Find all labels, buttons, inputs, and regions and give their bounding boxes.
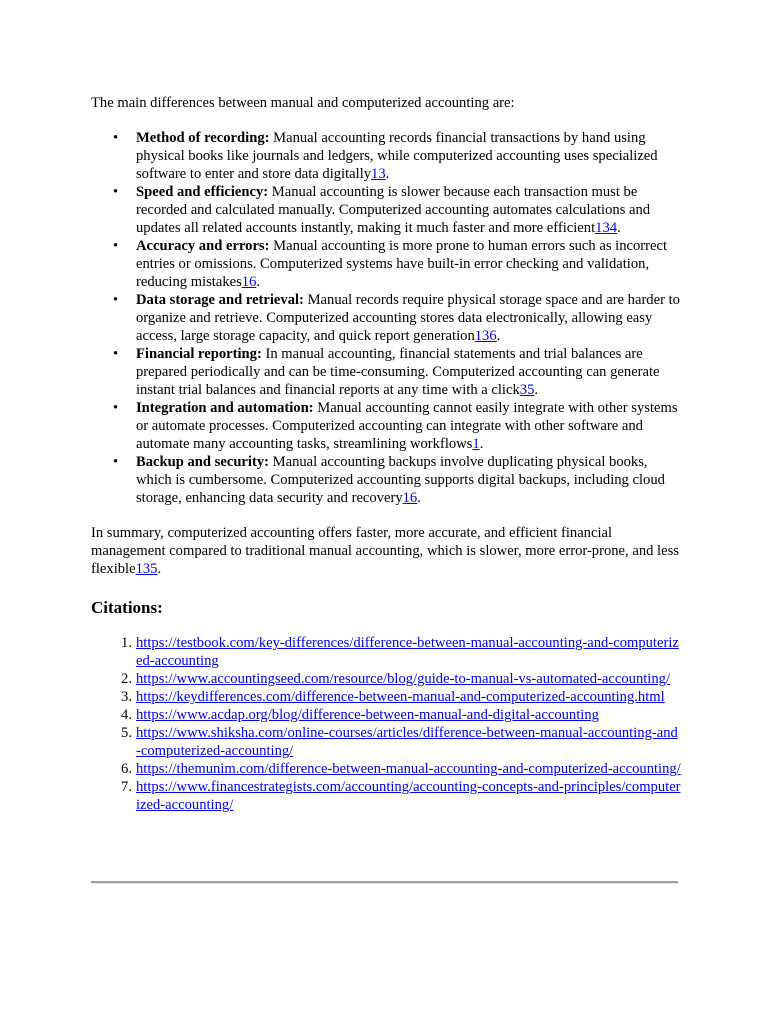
- list-item: • Integration and automation: Manual accounting cannot easily integrate with other systems or automate processes. Computerized accounting can integrate with other software and automate many accounting tasks, streamlining workflows1.: [136, 399, 681, 453]
- citation-number: 7.: [121, 779, 132, 795]
- citation-link[interactable]: 136: [474, 328, 497, 344]
- item-text: Manual records require physical storage space and are harder to organize and retrieve. Computerized accounting stores data electronically, allowing easy access, large storage capacity, and quick report generation: [136, 292, 680, 344]
- item-text: Manual accounting cannot easily integrate with other systems or automate processes. Computerized accounting can integrate with other software and automate many accounting tasks, streamlining workflows: [136, 400, 678, 452]
- item-text: Manual accounting records financial transactions by hand using physical books like journals and ledgers, while computerized accounting uses specialized software to enter and store data digitally: [136, 130, 658, 182]
- citation-link[interactable]: 16: [241, 274, 257, 290]
- summary-text: In summary, computerized accounting offers faster, more accurate, and efficient financial management compared to traditional manual accounting, which is slower, more error-prone, and less flexible: [91, 525, 679, 577]
- citation-number: 2.: [121, 671, 132, 687]
- item-title: Speed and efficiency:: [136, 184, 269, 200]
- citation-link[interactable]: 13: [371, 166, 386, 182]
- item-title: Data storage and retrieval:: [136, 292, 304, 308]
- citation-link[interactable]: 35: [519, 382, 535, 398]
- horizontal-divider: [91, 881, 678, 884]
- citation-url-link[interactable]: https://testbook.com/key-differences/difference-between-manual-accounting-and-computerized-accounting: [136, 635, 679, 669]
- citation-item: [121, 778, 681, 814]
- list-item: • Data storage and retrieval: Manual records require physical storage space and are harder to organize and retrieve. Computerized accounting stores data electronically, allowing easy access, large storage capacity, and quick report generation136.: [136, 291, 681, 345]
- citation-url-link[interactable]: https://www.shiksha.com/online-courses/articles/difference-between-manual-accounting-and-computerized-accounting/: [136, 725, 678, 759]
- differences-list: [91, 129, 681, 507]
- citation-number: 1.: [121, 635, 132, 651]
- summary-paragraph: In summary, computerized accounting offers faster, more accurate, and efficient financial management compared to traditional manual accounting, which is slower, more error-prone, and less flexible135.: [91, 525, 679, 577]
- citation-number: 3.: [121, 689, 132, 705]
- citation-link[interactable]: 1: [472, 436, 480, 452]
- citation-item: [121, 706, 681, 724]
- citation-link[interactable]: 16: [402, 490, 418, 506]
- citation-item: [121, 670, 681, 688]
- citation-item: [121, 634, 681, 670]
- citation-item: [121, 724, 681, 760]
- citation-item: [121, 760, 681, 778]
- document-content: [91, 94, 681, 814]
- list-item: • Backup and security: Manual accounting backups involve duplicating physical books, which is cumbersome. Computerized accounting supports digital backups, including cloud storage, enhancing data security and recovery16.: [136, 453, 681, 507]
- citation-url-link[interactable]: https://www.accountingseed.com/resource/blog/guide-to-manual-vs-automated-accounting/: [136, 671, 670, 687]
- list-item: • Financial reporting: In manual accounting, financial statements and trial balances are prepared periodically and can be time-consuming. Computerized accounting can generate instant trial balances and financial reports at any time with a click35.: [136, 345, 681, 399]
- citation-link[interactable]: 134: [595, 220, 618, 236]
- item-title: Accuracy and errors:: [136, 238, 270, 254]
- item-title: Backup and security:: [136, 454, 269, 470]
- citation-url-link[interactable]: https://www.acdap.org/blog/difference-between-manual-and-digital-accounting: [136, 707, 599, 723]
- citation-url-link[interactable]: https://keydifferences.com/difference-between-manual-and-computerized-accounting.html: [136, 689, 665, 705]
- list-item: • Speed and efficiency: Manual accounting is slower because each transaction must be recorded and calculated manually. Computerized accounting automates calculations and updates all related accounts instantly, making it much faster and more efficient134.: [136, 183, 681, 237]
- item-text: In manual accounting, financial statements and trial balances are prepared periodically and can be time-consuming. Computerized accounting can generate instant trial balances and financial reports at any time with a click: [136, 346, 660, 398]
- citation-item: [121, 688, 681, 706]
- citation-link[interactable]: 135: [135, 561, 158, 577]
- item-text: Manual accounting is more prone to human errors such as incorrect entries or omissions. Computerized systems have built-in error checking and validation, reducing mistakes: [136, 238, 668, 290]
- item-text: Manual accounting is slower because each transaction must be recorded and calculated manually. Computerized accounting automates calculations and updates all related accounts instantly, making it much faster and more efficient: [136, 184, 651, 236]
- item-title: Integration and automation:: [136, 400, 314, 416]
- citation-number: 6.: [121, 761, 132, 777]
- citation-url-link[interactable]: https://www.financestrategists.com/accounting/accounting-concepts-and-principles/computerized-accounting/: [136, 779, 681, 813]
- intro-paragraph: The main differences between manual and computerized accounting are:: [91, 95, 515, 111]
- citations-heading: Citations:: [91, 598, 163, 617]
- item-text: Manual accounting backups involve duplicating physical books, which is cumbersome. Computerized accounting supports digital backups, including cloud storage, enhancing data security and recovery: [136, 454, 665, 506]
- list-item: • Accuracy and errors: Manual accounting is more prone to human errors such as incorrect entries or omissions. Computerized systems have built-in error checking and validation, reducing mistakes16.: [136, 237, 681, 291]
- item-title: Method of recording:: [136, 130, 270, 146]
- citation-url-link[interactable]: https://themunim.com/difference-between-manual-accounting-and-computerized-accounting/: [136, 761, 681, 777]
- citation-number: 5.: [121, 725, 132, 741]
- list-item: • Method of recording: Manual accounting records financial transactions by hand using physical books like journals and ledgers, while computerized accounting uses specialized software to enter and store data digitally13.: [136, 129, 681, 183]
- item-title: Financial reporting:: [136, 346, 262, 362]
- citation-number: 4.: [121, 707, 132, 723]
- citations-list: [91, 634, 681, 814]
